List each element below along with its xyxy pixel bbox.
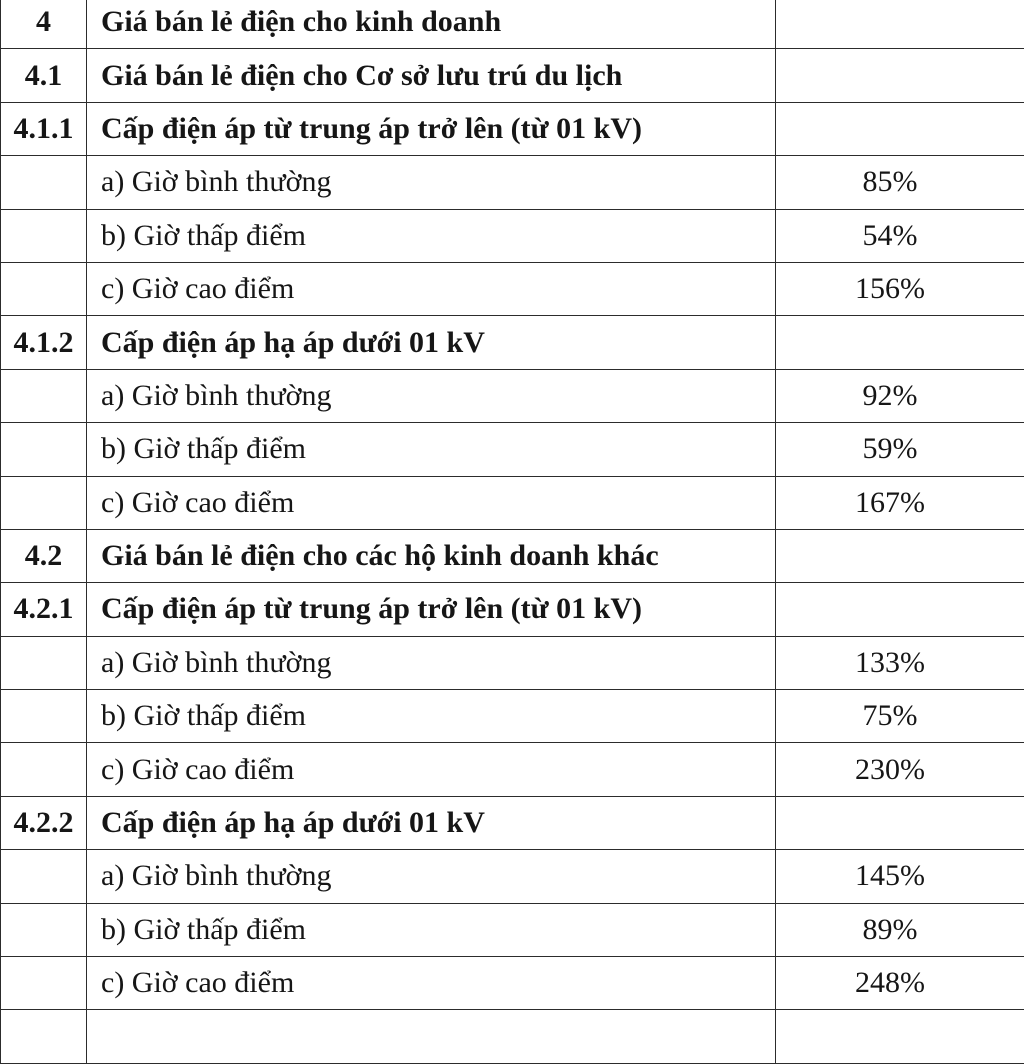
table-row — [1, 636, 1024, 689]
row-description-cell: Giá bán lẻ điện cho Cơ sở lưu trú du lịch — [87, 49, 776, 102]
row-description-cell: b) Giờ thấp điểm — [87, 690, 776, 743]
row-number-cell — [1, 262, 87, 315]
table-row — [1, 743, 1024, 796]
table-row — [1, 850, 1024, 903]
row-number-cell — [1, 957, 87, 1010]
table-row — [1, 423, 1024, 476]
row-value-cell: 145% — [776, 850, 1024, 903]
table-row — [1, 262, 1024, 315]
row-description-cell: Cấp điện áp hạ áp dưới 01 kV — [87, 796, 776, 849]
row-description-cell: c) Giờ cao điểm — [87, 743, 776, 796]
row-value-cell — [776, 583, 1024, 636]
row-description-cell: Giá bán lẻ điện cho các hộ kinh doanh khác — [87, 529, 776, 582]
table-row — [1, 903, 1024, 956]
row-value-cell — [776, 0, 1024, 49]
row-value-cell — [776, 316, 1024, 369]
table-row — [1, 583, 1024, 636]
row-number-cell — [1, 743, 87, 796]
table-row — [1, 529, 1024, 582]
row-number-cell — [1, 156, 87, 209]
row-description-cell: Giá bán lẻ điện cho kinh doanh — [87, 0, 776, 49]
row-value-cell: 167% — [776, 476, 1024, 529]
row-number-cell — [1, 636, 87, 689]
row-description-cell: a) Giờ bình thường — [87, 850, 776, 903]
row-number-cell — [1, 369, 87, 422]
row-description-cell: b) Giờ thấp điểm — [87, 423, 776, 476]
table-row — [1, 102, 1024, 155]
table-row — [1, 957, 1024, 1010]
row-number-cell — [1, 850, 87, 903]
table-row — [1, 796, 1024, 849]
row-number-cell: 4.2.2 — [1, 796, 87, 849]
row-value-cell: 248% — [776, 957, 1024, 1010]
row-number-cell: 4.1 — [1, 49, 87, 102]
table-row — [1, 369, 1024, 422]
table-row — [1, 0, 1024, 49]
table-row — [1, 476, 1024, 529]
row-description-cell: Cấp điện áp từ trung áp trở lên (từ 01 kV) — [87, 583, 776, 636]
row-number-cell — [1, 209, 87, 262]
row-number-cell — [1, 1010, 87, 1063]
row-value-cell — [776, 796, 1024, 849]
row-value-cell — [776, 529, 1024, 582]
row-description-cell — [87, 1010, 776, 1063]
row-value-cell: 230% — [776, 743, 1024, 796]
row-description-cell: b) Giờ thấp điểm — [87, 209, 776, 262]
table-row — [1, 156, 1024, 209]
table-row — [1, 49, 1024, 102]
row-value-cell: 92% — [776, 369, 1024, 422]
row-number-cell — [1, 690, 87, 743]
row-value-cell — [776, 1010, 1024, 1063]
row-number-cell — [1, 476, 87, 529]
row-number-cell — [1, 903, 87, 956]
row-description-cell: c) Giờ cao điểm — [87, 476, 776, 529]
row-value-cell: 85% — [776, 156, 1024, 209]
row-number-cell: 4.1.1 — [1, 102, 87, 155]
row-description-cell: a) Giờ bình thường — [87, 369, 776, 422]
row-value-cell: 54% — [776, 209, 1024, 262]
row-number-cell: 4.2 — [1, 529, 87, 582]
table-row — [1, 1010, 1024, 1063]
row-value-cell — [776, 49, 1024, 102]
table-body — [1, 0, 1024, 1063]
row-description-cell: Cấp điện áp hạ áp dưới 01 kV — [87, 316, 776, 369]
row-number-cell — [1, 423, 87, 476]
row-description-cell: a) Giờ bình thường — [87, 156, 776, 209]
row-description-cell: c) Giờ cao điểm — [87, 262, 776, 315]
row-value-cell: 156% — [776, 262, 1024, 315]
table-row — [1, 316, 1024, 369]
row-value-cell: 75% — [776, 690, 1024, 743]
table-row — [1, 209, 1024, 262]
row-number-cell: 4.1.2 — [1, 316, 87, 369]
row-description-cell: c) Giờ cao điểm — [87, 957, 776, 1010]
row-value-cell: 89% — [776, 903, 1024, 956]
row-number-cell: 4 — [1, 0, 87, 49]
row-value-cell: 133% — [776, 636, 1024, 689]
row-number-cell: 4.2.1 — [1, 583, 87, 636]
row-description-cell: Cấp điện áp từ trung áp trở lên (từ 01 kV) — [87, 102, 776, 155]
row-value-cell — [776, 102, 1024, 155]
row-value-cell: 59% — [776, 423, 1024, 476]
row-description-cell: b) Giờ thấp điểm — [87, 903, 776, 956]
row-description-cell: a) Giờ bình thường — [87, 636, 776, 689]
table-row — [1, 690, 1024, 743]
